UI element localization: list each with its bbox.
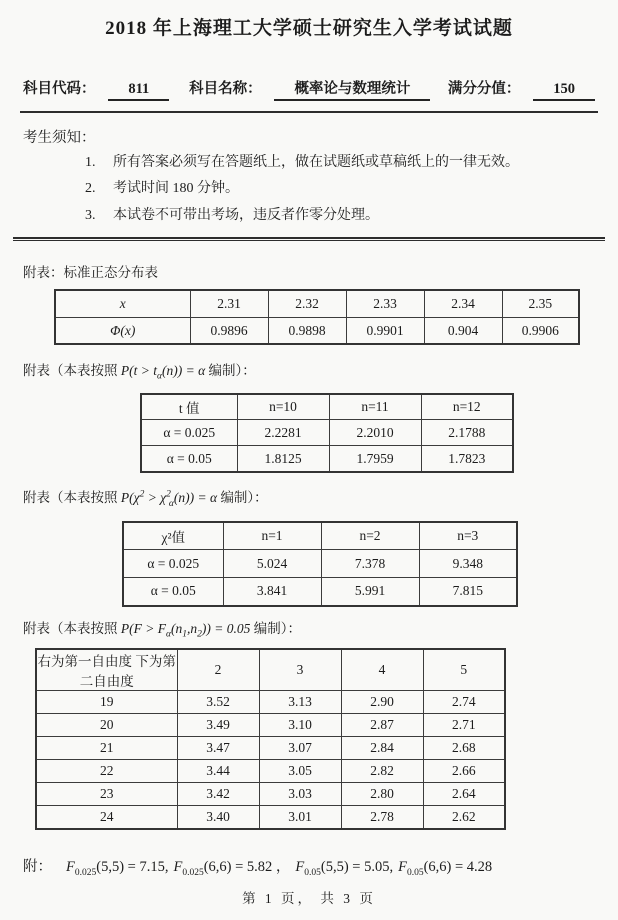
caption-text: 附表（本表按照 (23, 620, 121, 636)
f-value-formula (295, 859, 393, 876)
table-cell: 3.47 (177, 737, 259, 760)
table-cell: 2.1788 (421, 420, 513, 446)
table-cell: x (55, 290, 190, 317)
subscript: α (165, 629, 171, 640)
subject-code-value: 811 (108, 81, 169, 101)
table-cell: 2.87 (341, 714, 423, 737)
math-segment: (n (170, 620, 183, 636)
math-segment: (n)) = α (173, 489, 218, 505)
math-segment: F (66, 858, 75, 875)
formula-value: (5,5) = 5.05, (320, 858, 394, 875)
appendix-label: 附： (23, 858, 52, 875)
table-cell: 19 (36, 691, 177, 714)
full-score-value: 150 (533, 81, 595, 101)
chi-square-table-caption (23, 489, 595, 507)
table-cell: 1.7959 (329, 446, 421, 472)
formula-value: (6,6) = 4.28 (423, 858, 493, 875)
table-cell: 2.66 (423, 760, 505, 783)
table-cell: n=3 (419, 522, 517, 550)
table-cell: 2.68 (423, 737, 505, 760)
table-cell: 2.32 (268, 290, 346, 317)
table-cell: 7.378 (321, 550, 419, 578)
table-row (123, 550, 517, 578)
math-segment: P(t > t (120, 363, 157, 379)
table-cell: 2.80 (341, 783, 423, 806)
math-segment: F (398, 858, 407, 875)
table-cell: n=2 (321, 522, 419, 550)
table-cell: 2.35 (502, 290, 579, 317)
table-cell: 3 (259, 649, 341, 691)
table-cell: 5.991 (321, 578, 419, 606)
math-segment: )) = 0.05 (201, 620, 251, 636)
table-cell: 2.33 (346, 290, 424, 317)
table-cell: 2.34 (424, 290, 502, 317)
table-row (141, 446, 513, 472)
table-cell: 1.7823 (421, 446, 513, 472)
superscript: 2 (166, 489, 171, 500)
table-cell: n=11 (329, 394, 421, 420)
t-table-caption (23, 362, 595, 383)
chi-square-table (122, 521, 518, 607)
table-cell: 3.42 (177, 783, 259, 806)
divider (20, 111, 598, 113)
table-cell: 3.01 (259, 806, 341, 829)
subject-name-label: 科目名称： (189, 81, 262, 97)
table-cell: 4 (341, 649, 423, 691)
table-cell: 3.07 (259, 737, 341, 760)
math-segment: > χ (144, 489, 167, 505)
table-cell: n=10 (237, 394, 329, 420)
superscript: 2 (139, 489, 145, 500)
notice-item-text: 所有答案必须写在答题纸上，做在试题纸或草稿纸上的一律无效。 (113, 155, 519, 170)
table-cell: 2.2010 (329, 420, 421, 446)
subject-name-value: 概率论与数理统计 (274, 77, 430, 101)
table-cell: 3.49 (177, 714, 259, 737)
table-cell: 3.40 (177, 806, 259, 829)
notice-item (23, 153, 595, 173)
table-row (123, 522, 517, 550)
normal-distribution-table (54, 289, 580, 345)
table-cell: α = 0.05 (123, 578, 223, 606)
notice-item (23, 179, 595, 199)
f-distribution-table (35, 648, 506, 830)
subscript: 0.025 (182, 867, 204, 878)
t-distribution-table (140, 393, 514, 473)
full-score-label: 满分分值： (447, 81, 521, 97)
subscript: α (168, 498, 174, 509)
table-cell: α = 0.05 (141, 446, 237, 472)
caption-text: 附表（本表按照 (23, 363, 121, 379)
f-value-formula (173, 855, 290, 876)
math-segment: P(χ (120, 489, 140, 505)
appendix-formula-line (23, 855, 595, 876)
page-number-footer: 第 1 页， 共 3 页 (242, 891, 376, 906)
table-row (141, 420, 513, 446)
table-cell: 2.74 (423, 691, 505, 714)
table-cell: 24 (36, 806, 177, 829)
math-segment: F (173, 858, 183, 875)
table-row (36, 714, 505, 737)
notice-item (23, 206, 595, 226)
table-cell: χ²值 (123, 522, 223, 550)
table-row (36, 649, 505, 691)
table-row (36, 783, 505, 806)
subscript: 0.05 (304, 867, 321, 878)
table-cell: 2.84 (341, 737, 423, 760)
subscript: 0.025 (74, 867, 97, 878)
math-segment: ,n (186, 620, 198, 636)
table-cell: n=12 (421, 394, 513, 420)
table-cell: α = 0.025 (141, 420, 237, 446)
table-cell: 2.71 (423, 714, 505, 737)
subject-info-row (23, 77, 595, 101)
table-cell: 22 (36, 760, 177, 783)
subscript: 2 (197, 629, 202, 640)
f-value-formula (66, 859, 168, 876)
caption-text: 编制）： (217, 489, 268, 505)
table-cell: 3.10 (259, 714, 341, 737)
table-cell: 5.024 (223, 550, 321, 578)
table-cell: 20 (36, 714, 177, 737)
notice-heading: 考生须知： (23, 130, 96, 146)
notice-item-number: 3. (85, 207, 96, 223)
table-cell: 2.31 (190, 290, 268, 317)
subscript: α (156, 372, 162, 383)
subject-code-label: 科目代码： (23, 81, 96, 97)
table-cell: 0.9896 (190, 317, 268, 344)
math-segment: F (295, 858, 305, 875)
table-cell: 1.8125 (237, 446, 329, 472)
table-cell: 2.90 (341, 691, 423, 714)
notice-item-text: 考试时间 180 分钟。 (113, 181, 239, 197)
table-row (36, 806, 505, 829)
table-cell: 0.9901 (346, 317, 424, 344)
table-row (36, 737, 505, 760)
table-row (55, 290, 579, 317)
table-row (36, 760, 505, 783)
f-value-formula (398, 859, 492, 876)
table-cell: 0.904 (424, 317, 502, 344)
formula-value: (6,6) = 5.82 ， (203, 858, 291, 875)
table-cell: 3.13 (259, 691, 341, 714)
table-row (141, 394, 513, 420)
subscript: 1 (182, 629, 187, 640)
caption-text: 编制）： (250, 620, 301, 636)
table-cell: 3.52 (177, 691, 259, 714)
table-cell: 7.815 (419, 578, 517, 606)
table-row (55, 317, 579, 344)
formula-value: (5,5) = 7.15, (96, 858, 169, 875)
table-cell: 2.64 (423, 783, 505, 806)
table-cell: 5 (423, 649, 505, 691)
f-table-caption (23, 620, 595, 638)
subscript: 0.05 (406, 867, 424, 878)
math-segment: (n)) = α (161, 363, 206, 379)
caption-text: 附表（本表按照 (23, 489, 121, 505)
table-cell: 0.9898 (268, 317, 346, 344)
table-cell: 0.9906 (502, 317, 579, 344)
table-cell: n=1 (223, 522, 321, 550)
table-cell: 3.44 (177, 760, 259, 783)
math-segment: P(F > F (120, 620, 166, 636)
table-row (123, 578, 517, 606)
table-cell: 2.78 (341, 806, 423, 829)
caption-text: 编制）： (205, 363, 256, 379)
table-cell: 3.841 (223, 578, 321, 606)
table-cell: 2.2281 (237, 420, 329, 446)
notice-item-number: 1. (85, 155, 96, 170)
table-cell: t 值 (141, 394, 237, 420)
notice-item-text: 本试卷不可带出考场，违反者作零分处理。 (113, 207, 379, 223)
table-cell: 3.05 (259, 760, 341, 783)
double-divider (13, 237, 605, 241)
table-cell: 9.348 (419, 550, 517, 578)
normal-table-caption: 附表：标准正态分布表 (23, 264, 158, 280)
table-cell: 23 (36, 783, 177, 806)
table-cell: α = 0.025 (123, 550, 223, 578)
table-cell: 2 (177, 649, 259, 691)
table-cell: 右为第一自由度 下为第二自由度 (36, 649, 177, 691)
table-cell: 2.62 (423, 806, 505, 829)
page-title: 2018 年上海理工大学硕士研究生入学考试试题 (105, 18, 513, 39)
table-cell: 21 (36, 737, 177, 760)
table-cell: 2.82 (341, 760, 423, 783)
notice-item-number: 2. (85, 181, 96, 197)
table-cell: 3.03 (259, 783, 341, 806)
table-row (36, 691, 505, 714)
table-cell: Φ(x) (55, 317, 190, 344)
